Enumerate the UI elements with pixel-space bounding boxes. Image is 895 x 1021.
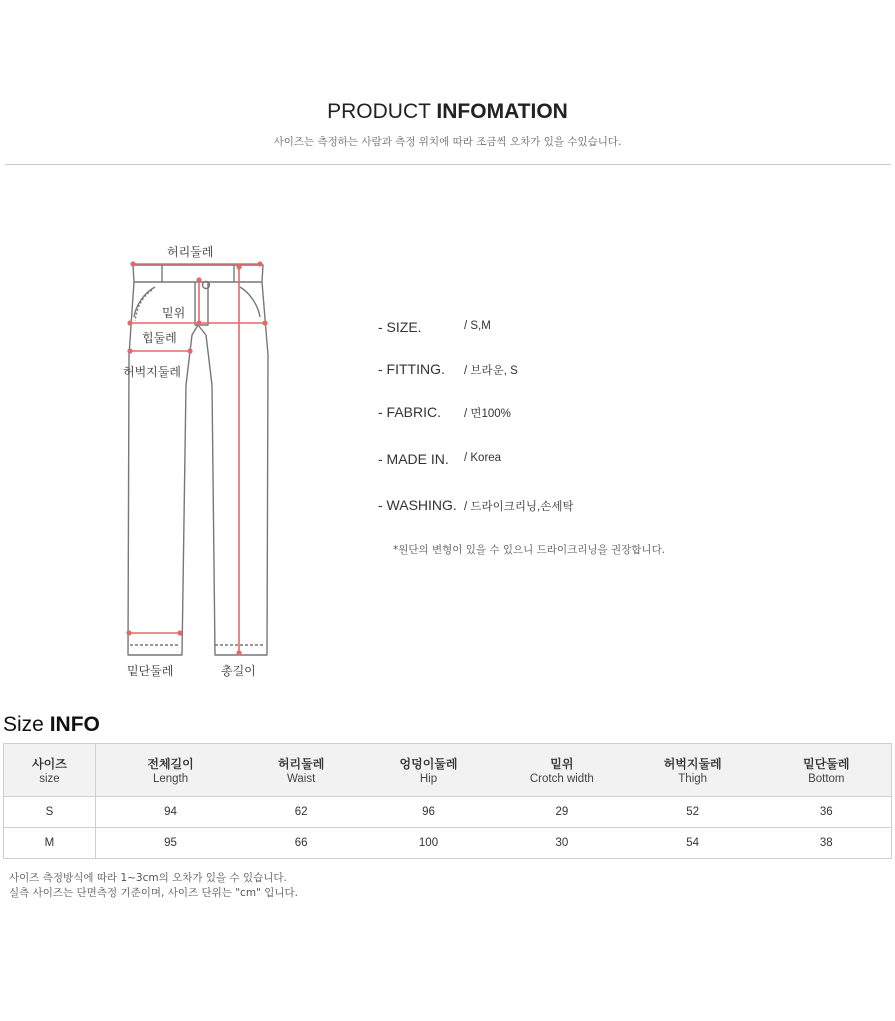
table-cell: 36 <box>762 797 892 828</box>
header-ko: 밑위 <box>550 757 574 771</box>
table-cell: M <box>4 828 96 859</box>
header-cell-bottom <box>762 744 892 797</box>
header-en: Crotch width <box>529 773 594 785</box>
spec-key: - WASHING. <box>378 497 457 513</box>
pants-diagram <box>100 235 300 685</box>
header-ko: 밑단둘레 <box>803 757 850 771</box>
table-cell: 29 <box>500 797 624 828</box>
label-hem: 밑단둘레 <box>127 664 174 678</box>
header-en: Length <box>152 773 189 785</box>
table-cell: 94 <box>95 797 245 828</box>
label-crotch: 밑위 <box>162 306 186 320</box>
spec-key: - SIZE. <box>378 319 422 335</box>
header-en: size <box>39 773 60 785</box>
header-en: Hip <box>419 773 438 785</box>
size-table <box>3 743 892 859</box>
spec-value: / 드라이크리닝,손세탁 <box>464 501 574 513</box>
header-cell-thigh <box>624 744 762 797</box>
header-en: Waist <box>286 773 316 785</box>
header-en: Bottom <box>808 773 845 785</box>
header-ko: 엉덩이둘레 <box>399 757 458 771</box>
page-title <box>0 100 895 124</box>
spec-value: / S,M <box>464 320 491 332</box>
header-ko: 사이즈 <box>32 757 67 771</box>
size-info-title <box>3 713 100 737</box>
table-cell: 66 <box>245 828 357 859</box>
size-title-light: Size <box>3 713 44 736</box>
spec-key: - FITTING. <box>378 361 445 377</box>
spec-value: / Korea <box>464 452 502 464</box>
spec-value: / 브라운, S <box>464 365 518 377</box>
header-cell-crotch <box>500 744 624 797</box>
size-title-bold: INFO <box>49 713 100 736</box>
title-bold: INFOMATION <box>436 100 568 123</box>
header-cell-waist <box>245 744 357 797</box>
spec-value: / 면100% <box>464 408 511 420</box>
header-divider <box>5 164 891 165</box>
table-cell: 95 <box>95 828 245 859</box>
table-cell: 96 <box>357 797 500 828</box>
label-length: 총길이 <box>221 664 256 678</box>
header-ko: 허벅지둘레 <box>663 757 722 771</box>
table-cell: 100 <box>357 828 500 859</box>
header-ko: 전체길이 <box>147 757 194 771</box>
header-cell-hip <box>357 744 500 797</box>
table-row <box>4 797 892 828</box>
label-waist: 허리둘레 <box>167 245 214 259</box>
header-cell-length <box>95 744 245 797</box>
table-cell: 54 <box>624 828 762 859</box>
header-ko: 허리둘레 <box>277 757 325 771</box>
table-cell: 52 <box>624 797 762 828</box>
table-cell: 38 <box>762 828 892 859</box>
table-cell: S <box>4 797 96 828</box>
table-cell: 62 <box>245 797 357 828</box>
header-en: Thigh <box>678 773 708 785</box>
spec-key: - FABRIC. <box>378 404 442 420</box>
table-row <box>4 828 892 859</box>
title-light: PRODUCT <box>327 100 431 123</box>
label-hip: 힙둘레 <box>142 331 177 345</box>
spec-key: - MADE IN. <box>378 451 449 467</box>
page-subtitle: 사이즈는 측정하는 사람과 측정 위치에 따라 조금씩 오차가 있을 수있습니다. <box>273 136 622 148</box>
table-cell: 30 <box>500 828 624 859</box>
size-table-header <box>4 744 892 797</box>
label-thigh: 허벅지둘레 <box>123 365 181 379</box>
footnote-2: 실측 사이즈는 단면측정 기준이며, 사이즈 단위는 "cm" 입니다. <box>9 887 298 899</box>
washing-note: *원단의 변형이 있을 수 있으니 드라이크리닝을 권장합니다. <box>393 544 666 556</box>
header-cell-size <box>4 744 96 797</box>
measure-lines <box>100 235 300 685</box>
footnote-1: 사이즈 측정방식에 따라 1~3cm의 오차가 있을 수 있습니다. <box>9 872 287 884</box>
